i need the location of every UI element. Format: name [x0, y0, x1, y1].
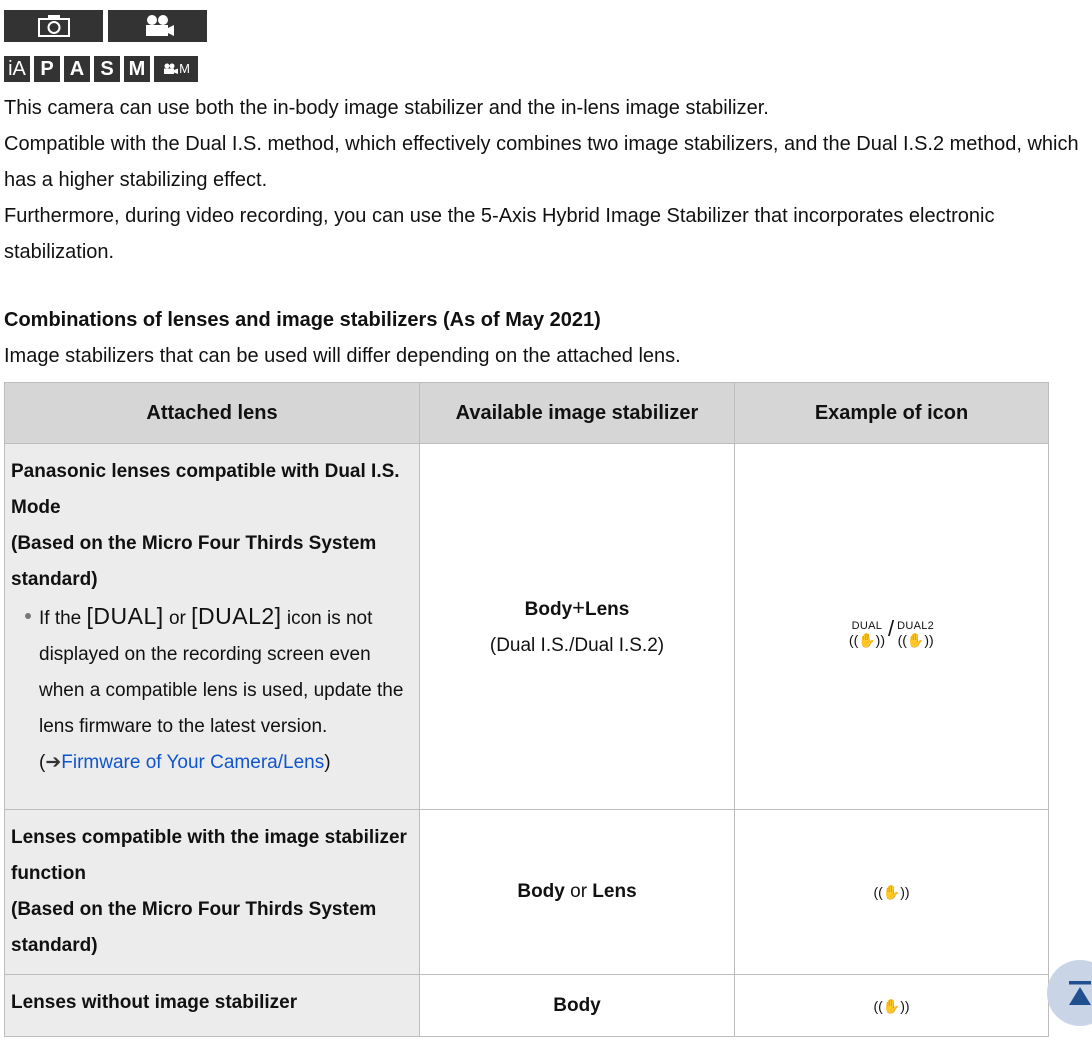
stabilizer-sub: (Dual I.S./Dual I.S.2) — [489, 634, 665, 656]
stabilizer-or: or — [564, 881, 593, 902]
stabilizer-icon — [873, 999, 909, 1013]
note-list — [11, 598, 411, 781]
note-text: or — [163, 608, 192, 629]
mode-ia-icon: iA — [4, 56, 30, 82]
mode-a-icon: A — [64, 56, 90, 82]
dual2-is-icon — [897, 621, 934, 647]
attached-lens-cell — [5, 975, 420, 1037]
note-text: icon is not displayed on the recording screen even when a compatible lens is used, update the lens firmware to the latest version. ( — [39, 608, 404, 773]
icon-example-cell — [735, 810, 1049, 975]
exposure-mode-icons — [4, 56, 1088, 82]
lens-name: Lenses without image stabilizer — [11, 992, 298, 1013]
firmware-link[interactable]: Firmware of Your Camera/Lens — [61, 752, 325, 773]
mode-creative-video-label: M — [179, 61, 190, 76]
recording-type-icons — [4, 10, 1088, 42]
stabilizer-body: Body — [524, 598, 573, 620]
plus-sign: + — [572, 594, 585, 620]
column-header: Example of icon — [735, 383, 1049, 444]
stabilizer-lens: Lens — [585, 598, 630, 620]
note-text: If the — [39, 608, 87, 629]
video-mode-icon — [108, 10, 207, 42]
stabilizer-hand-icon: ((✋)) — [873, 997, 910, 1014]
table-header-row — [5, 383, 1049, 444]
stabilizer-lens: Lens — [592, 881, 637, 902]
mode-creative-video-icon — [154, 56, 198, 82]
intro-paragraph-1: This camera can use both the in-body image stabilizer and the in-lens image stabilizer. — [4, 97, 769, 119]
intro-text — [4, 90, 1088, 270]
dual2-icon-label: DUAL2 — [897, 620, 935, 632]
icon-example-cell — [735, 975, 1049, 1037]
lens-standard: (Based on the Micro Four Thirds System standard) — [11, 899, 377, 956]
stabilizer-cell — [420, 810, 735, 975]
manual-page — [4, 10, 1088, 1037]
attached-lens-cell — [5, 444, 420, 810]
intro-paragraph-2: Compatible with the Dual I.S. method, which effectively combines two image stabilizers, and the Dual I.S.2 method, which has a higher stabilizing effect. — [4, 133, 1079, 191]
stabilizer-cell — [420, 444, 735, 810]
table-row — [5, 975, 1049, 1037]
table-row — [5, 810, 1049, 975]
dual-tag: [DUAL] — [86, 603, 164, 629]
movie-camera-icon — [162, 63, 178, 75]
intro-paragraph-3: Furthermore, during video recording, you can use the 5-Axis Hybrid Image Stabilizer that incorporates electronic stabilization. — [4, 205, 995, 263]
table-row — [5, 444, 1049, 810]
icon-example-cell — [735, 444, 1049, 810]
mode-s-icon: S — [94, 56, 120, 82]
photo-mode-icon — [4, 10, 103, 42]
dual2-tag: [DUAL2] — [191, 603, 282, 629]
section-subtext: Image stabilizers that can be used will differ depending on the attached lens. — [4, 345, 681, 367]
section-heading: Combinations of lenses and image stabilizers (As of May 2021) — [4, 309, 601, 331]
movie-camera-icon — [141, 14, 175, 38]
arrow-right-icon: ➔ — [45, 752, 62, 773]
lens-standard: (Based on the Micro Four Thirds System standard) — [11, 533, 377, 590]
stabilizer-main — [421, 590, 733, 628]
stabilizer-cell — [420, 975, 735, 1037]
column-header: Available image stabilizer — [420, 383, 735, 444]
column-header: Attached lens — [5, 383, 420, 444]
list-item — [19, 598, 411, 781]
back-to-top-icon — [1067, 980, 1092, 1006]
lens-name: Panasonic lenses compatible with Dual I.S. Mode — [11, 461, 400, 518]
slash: / — [888, 616, 895, 641]
dual-is-icon — [849, 621, 885, 647]
mode-p-icon: P — [34, 56, 60, 82]
stabilizer-body: Body — [553, 994, 601, 1016]
camera-icon — [37, 14, 71, 38]
stabilizer-table — [4, 382, 1049, 1037]
stabilizer-hand-icon: ((✋)) — [897, 632, 934, 648]
attached-lens-cell — [5, 810, 420, 975]
stabilizer-hand-icon: ((✋)) — [848, 632, 885, 648]
stabilizer-body: Body — [517, 881, 565, 902]
lens-name: Lenses compatible with the image stabilizer function — [11, 827, 407, 884]
mode-m-icon: M — [124, 56, 150, 82]
dual-is-icons — [849, 611, 934, 647]
stabilizer-icon — [873, 885, 909, 899]
stabilizer-hand-icon: ((✋)) — [873, 884, 910, 900]
dual-icon-label: DUAL — [851, 620, 883, 632]
note-text: ) — [324, 752, 331, 773]
